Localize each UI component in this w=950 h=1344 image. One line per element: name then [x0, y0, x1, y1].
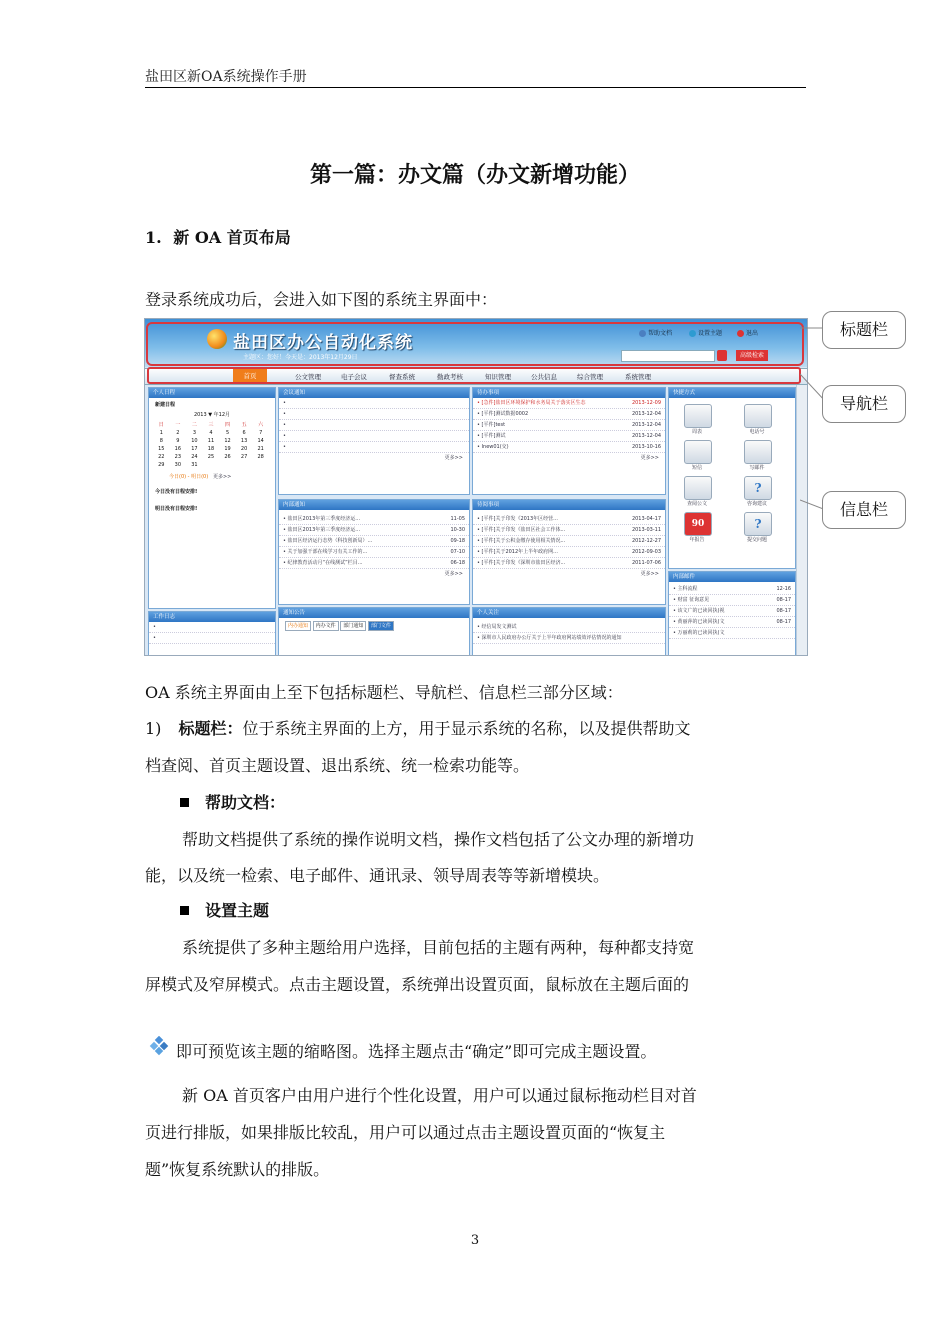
list-item: •	[149, 622, 275, 633]
question-icon[interactable]: ?	[744, 512, 772, 536]
announcement-panel	[278, 607, 470, 656]
tomorrow-schedule-text: 明日没有日程安排!	[155, 506, 198, 512]
tab-dept-file[interactable]: 部门文件	[368, 621, 394, 631]
panel-title: 内部通知	[279, 500, 469, 510]
panel-title: 待办事项	[473, 388, 665, 398]
list-item: •	[279, 442, 469, 453]
item-text: 位于系统主界面的上方，用于显示系统的名称，以及提供帮助文	[242, 719, 691, 738]
help-line-1: 帮助文档提供了系统的操作说明文档，操作文档包括了公文办理的新增功	[182, 830, 695, 849]
meeting-notice-panel	[278, 387, 470, 495]
help-doc-link[interactable]: 帮助文档	[639, 328, 672, 337]
icon-label: 短信	[691, 465, 702, 471]
calendar-grid: 日 一 二 三 四 五 六 1 2 3 4 5 6 7 8 9 10 11 12 13 14 15 16 17 18 19 20 21 22 23 24 25 26 27 28 29 30 31	[158, 422, 264, 468]
panel-title: 会议通知	[279, 388, 469, 398]
theme-heading: 设置主题	[180, 893, 269, 929]
list-item[interactable]: • 财富 征询意见 08-17	[669, 595, 795, 606]
list-item[interactable]: • [平件]测试数据0002 2013-12-04	[473, 409, 665, 420]
icon-label: 咨询建议	[746, 501, 767, 507]
personal-focus-panel	[472, 607, 666, 656]
nav-item-system[interactable]: 系统管理	[625, 373, 651, 381]
list-item[interactable]: • [平件]关于公积金缴存使用相关情况... 2012-12-27	[473, 536, 665, 547]
intro-paragraph: 登录系统成功后，会进入如下图的系统主界面中：	[145, 290, 498, 309]
callout-nav-bar: 导航栏	[822, 385, 906, 423]
icon-label: 提交问题	[746, 537, 767, 543]
list-item[interactable]: • 关于加强干部在线学习有关工作的... 07-10	[279, 547, 469, 558]
more-link[interactable]: 更多>>	[640, 571, 659, 577]
calendar-month-select[interactable]: 2013 ▼ 年12月	[193, 412, 231, 418]
list-item[interactable]: • [平件]关于2012年上半年政府网... 2012-09-03	[473, 547, 665, 558]
view-document-icon[interactable]	[684, 476, 712, 500]
list-item[interactable]: • 经信局发文测试	[473, 622, 665, 633]
custom-line-1: 新 OA 首页客户由用户进行个性化设置，用户可以通过鼠标拖动栏目对首	[182, 1086, 697, 1105]
panel-title: 工作日志	[149, 612, 275, 622]
nav-item-home[interactable]: 首页	[233, 369, 267, 384]
item-label: 标题栏：	[178, 719, 243, 738]
todo-panel	[472, 387, 666, 495]
nav-item-public-info[interactable]: 公共信息	[531, 373, 557, 381]
internal-notice-panel	[278, 499, 470, 605]
more-link[interactable]: 更多>>	[640, 455, 659, 461]
help-line-2: 能，以及统一检索、电子邮件、通讯录、领导周表等等新增模块。	[145, 866, 610, 885]
advanced-search-button[interactable]: 高级检索	[736, 350, 768, 361]
more-link[interactable]: 更多>>	[444, 455, 463, 461]
panel-title: 个人日程	[149, 388, 275, 398]
custom-line-3: 题”恢复系统默认的排版。	[145, 1160, 330, 1179]
page-number: 3	[470, 1233, 480, 1248]
list-item: •	[279, 409, 469, 420]
new-schedule-label[interactable]: 新建日程	[155, 402, 176, 408]
chapter-title: 第一篇：办文篇（办文新增功能）	[309, 162, 640, 188]
today-tomorrow-links[interactable]: 今日(0) - 明日(0) 更多>>	[169, 474, 232, 480]
list-item[interactable]: • 该文广的已读回执(视 08-17	[669, 606, 795, 617]
system-name: 盐田区办公自动化系统	[233, 333, 413, 353]
list-item[interactable]: • [平件]关于印发《盐田区社会工作体... 2013-03-11	[473, 525, 665, 536]
list-item[interactable]: • 黄丽萍的已读回执(文 08-17	[669, 617, 795, 628]
today-schedule-text: 今日没有日程安排!	[155, 489, 198, 495]
to-read-panel	[472, 499, 666, 605]
report-90-icon[interactable]: 90	[684, 512, 712, 536]
oa-screenshot	[144, 318, 808, 656]
internal-mail-panel	[668, 571, 796, 656]
list-item[interactable]: • [急件]盐田区环境保护和水务局关于落实区生态 2013-12-09	[473, 398, 665, 409]
panel-title: 内部邮件	[669, 572, 795, 582]
nav-item-integrated[interactable]: 综合管理	[577, 373, 603, 381]
announcement-tabs	[279, 618, 469, 633]
square-bullet-icon	[180, 798, 189, 807]
icon-label: 年报告	[689, 537, 705, 543]
panel-title: 通知公告	[279, 608, 469, 618]
help-heading: 帮助文档：	[180, 785, 285, 821]
set-theme-link[interactable]: 设置主题	[689, 328, 722, 337]
item-text-continued: 档查阅、首页主题设置、退出系统、统一检索功能等。	[145, 756, 530, 775]
question-icon[interactable]: ?	[744, 476, 772, 500]
list-item[interactable]: • [平件]关于印发《深圳市盐田区经济... 2011-07-06	[473, 558, 665, 569]
phone-book-icon[interactable]	[744, 404, 772, 428]
list-item[interactable]: • 万丽莉的已读回执(文	[669, 628, 795, 639]
list-item[interactable]: • 深圳市人民政府办公厅关于上半年政府网站绩效评估情况的通知	[473, 633, 665, 644]
theme-preview-diamond-icon	[149, 1036, 169, 1056]
quick-links-panel	[668, 387, 796, 569]
nav-item-assessment[interactable]: 勤政考核	[437, 373, 463, 381]
list-item[interactable]: • [平件]测试 2013-12-04	[473, 431, 665, 442]
list-item: •	[279, 420, 469, 431]
theme-line-3: 即可预览该主题的缩略图。选择主题点击“确定”即可完成主题设置。	[176, 1042, 657, 1061]
greeting-text: 主题区：您好！今天是：2013年12月29日	[243, 354, 358, 361]
list-item[interactable]: • Inew01(交) 2013-10-16	[473, 442, 665, 453]
panel-title: 快捷方式	[669, 388, 795, 398]
list-item[interactable]: • [平件]关于印发《2013年区经营... 2013-04-17	[473, 514, 665, 525]
list-item[interactable]: • 纪律教育活动月“在线测试”栏目... 06-18	[279, 558, 469, 569]
item-title-bar	[145, 711, 806, 747]
section-heading	[145, 225, 291, 248]
nav-item-knowledge[interactable]: 知识管理	[485, 373, 511, 381]
callout-title-bar: 标题栏	[822, 311, 906, 349]
icon-label: 查阅公文	[686, 501, 707, 507]
sms-icon[interactable]	[684, 440, 712, 464]
work-log-panel	[148, 611, 276, 656]
panel-title: 待阅事项	[473, 500, 665, 510]
theme-line-1: 系统提供了多种主题给用户选择，目前包括的主题有两种，每种都支持宽	[182, 938, 695, 957]
icon-label: 写邮件	[749, 465, 765, 471]
tab-dept-notice[interactable]: 部门通知	[340, 621, 366, 631]
custom-line-2: 页进行排版，如果排版比较乱，用户可以通过点击主题设置页面的“恢复主	[145, 1123, 666, 1142]
nav-bar-highlight	[147, 367, 801, 384]
write-mail-icon[interactable]	[744, 440, 772, 464]
personal-calendar-panel	[148, 387, 276, 609]
item-number: 1)	[145, 719, 162, 738]
callout-info-bar: 信息栏	[822, 491, 906, 529]
more-link[interactable]: 更多>>	[444, 571, 463, 577]
tab-office-file[interactable]: 内办文件	[313, 621, 339, 631]
list-item[interactable]: • [平件]test 2013-12-04	[473, 420, 665, 431]
logout-link[interactable]: 退出	[737, 328, 758, 337]
list-item[interactable]: • 盐田区2013年第三季度经济运... 10-30	[279, 525, 469, 536]
title-bar-highlight	[146, 322, 804, 366]
tab-office-notice[interactable]: 内办通知	[285, 621, 311, 631]
nav-item-documents[interactable]: 公文管理	[295, 373, 321, 381]
section-title: 新 OA 首页布局	[173, 228, 291, 247]
list-item: •	[279, 431, 469, 442]
weekly-table-icon[interactable]	[684, 404, 712, 428]
list-item[interactable]: • 主科流程 12-16	[669, 584, 795, 595]
square-bullet-icon	[180, 906, 189, 915]
header-rule	[145, 87, 806, 88]
list-item[interactable]: • 盐田区2013年第三季度经济运... 11-05	[279, 514, 469, 525]
nav-item-supervision[interactable]: 督查系统	[389, 373, 415, 381]
icon-label: 电话号	[749, 429, 765, 435]
nav-item-meeting[interactable]: 电子会议	[341, 373, 367, 381]
running-header: 盐田区新OA系统操作手册	[145, 69, 307, 85]
theme-line-2: 屏模式及窄屏模式。点击主题设置，系统弹出设置页面，鼠标放在主题后面的	[145, 975, 690, 994]
icon-label: 周表	[691, 429, 702, 435]
panel-title: 个人关注	[473, 608, 665, 618]
list-item[interactable]: • 盐田区经济运行态势（科技创新局）... 09-18	[279, 536, 469, 547]
list-item: •	[149, 633, 275, 644]
section-number: 1.	[145, 228, 162, 247]
list-item: •	[279, 398, 469, 409]
layout-paragraph: OA 系统主界面由上至下包括标题栏、导航栏、信息栏三部分区域：	[145, 683, 623, 702]
